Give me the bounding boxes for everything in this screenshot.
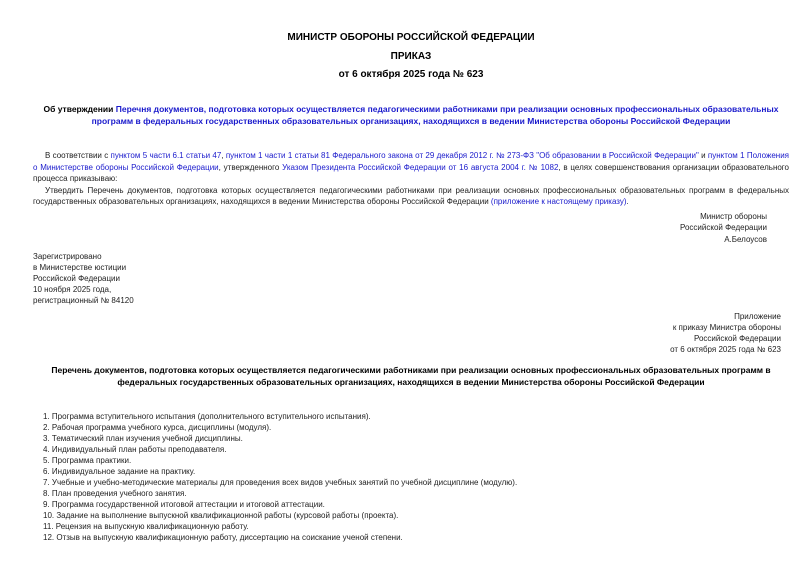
list-item: 4. Индивидуальный план работы преподавателя. bbox=[43, 445, 227, 454]
link-mod-statute[interactable]: пунктом 1 Положения о Министерстве обороны Российской Федерации bbox=[33, 151, 790, 172]
list-item: 6. Индивидуальное задание на практику. bbox=[43, 467, 196, 476]
annex-header-line2: к приказу Министра обороны bbox=[672, 323, 781, 332]
annex-header-block bbox=[33, 311, 781, 355]
list-item: 7. Учебные и учебно-методические материалы для проведения всех видов учебных занятий по учебной дисциплине (модулю). bbox=[43, 478, 518, 487]
link-article-81-law-273fz[interactable]: пунктом 1 части 1 статьи 81 Федерального закона от 29 декабря 2012 г. № 273-ФЗ "Об образовании в Российской Федерации" bbox=[225, 151, 699, 160]
subject-prefix: Об утверждении bbox=[43, 104, 116, 114]
order-suffix: . bbox=[626, 197, 629, 206]
list-item: 12. Отзыв на выпускную квалификационную работу, диссертацию на соискание ученой степени. bbox=[43, 533, 403, 542]
preamble-text-1: В соответствии с bbox=[45, 151, 111, 160]
list-item: 2. Рабочая программа учебного курса, дисциплины (модуля). bbox=[43, 423, 272, 432]
preamble-paragraph bbox=[33, 150, 789, 185]
list-item: 3. Тематический план изучения учебной дисциплины. bbox=[43, 434, 243, 443]
registration-number: регистрационный № 84120 bbox=[33, 296, 134, 305]
annex-header-line1: Приложение bbox=[734, 312, 781, 321]
list-item: 9. Программа государственной итоговой аттестации и итоговой аттестации. bbox=[43, 500, 325, 509]
preamble-text-2: , bbox=[221, 151, 226, 160]
registration-date: 10 ноября 2025 года, bbox=[33, 285, 112, 294]
order-paragraph bbox=[33, 185, 789, 208]
registration-block bbox=[33, 251, 789, 306]
subject-perechen-link[interactable]: Перечня документов, подготовка которых осуществляется педагогическими работниками при реализации основных профессиональных образовательных программ в федеральных государственных образовательных организациях, находящихся в ведении Министерства обороны Российской Федерации bbox=[91, 104, 779, 126]
list-item: 11. Рецензия на выпускную квалификационную работу. bbox=[43, 522, 249, 531]
order-text: Утвердить Перечень документов, подготовка которых осуществляется педагогическими работниками при реализации основных профессиональных образовательных программ в федеральных государственных образовательных организациях, находящихся в ведении Министерства обороны Российской Федерации bbox=[33, 185, 789, 206]
link-annex[interactable]: (приложение к настоящему приказу) bbox=[490, 197, 627, 206]
annex-header-line3: Российской Федерации bbox=[694, 334, 781, 343]
documents-list bbox=[33, 411, 789, 543]
signature-block bbox=[33, 211, 767, 246]
document-date-number: от 6 октября 2025 года № 623 bbox=[338, 69, 484, 80]
annex-title: Перечень документов, подготовка которых осуществляется педагогическими работниками при реализации основных профессиональных образовательных программ в федеральных государственных образовательных организациях, находящихся в ведении Министерства обороны Российской Федерации bbox=[51, 365, 771, 387]
signature-title-line2: Российской Федерации bbox=[680, 223, 767, 232]
registration-line1: Зарегистрировано bbox=[33, 252, 102, 261]
signature-name: А.Белоусов bbox=[724, 234, 767, 244]
list-item: 10. Задание на выполнение выпускной квалификационной работы (курсовой работы (проекта). bbox=[43, 511, 399, 520]
preamble-text-4: , утвержденного bbox=[218, 162, 283, 172]
list-item: 5. Программа практики. bbox=[43, 456, 132, 465]
annex-header-line4: от 6 октября 2025 года № 623 bbox=[670, 345, 781, 354]
registration-line3: Российской Федерации bbox=[33, 274, 120, 283]
document-subject bbox=[33, 103, 789, 127]
registration-line2: в Министерстве юстиции bbox=[33, 263, 127, 272]
list-item: 1. Программа вступительного испытания (дополнительного вступительного испытания). bbox=[43, 412, 371, 421]
preamble-text-5: , в целях совершенствования организации образовательного процесса приказываю: bbox=[33, 162, 789, 183]
document-type: ПРИКАЗ bbox=[390, 51, 432, 62]
signature-title-line1: Министр обороны bbox=[700, 211, 767, 221]
preamble-text-3: и bbox=[698, 151, 708, 160]
document-authority: МИНИСТР ОБОРОНЫ РОССИЙСКОЙ ФЕДЕРАЦИИ bbox=[287, 32, 535, 43]
link-presidential-decree-1082[interactable]: Указом Президента Российской Федерации от 16 августа 2004 г. № 1082 bbox=[282, 162, 559, 172]
link-article-47[interactable]: пунктом 5 части 6.1 статьи 47 bbox=[110, 151, 222, 160]
list-item: 8. План проведения учебного занятия. bbox=[43, 489, 187, 498]
